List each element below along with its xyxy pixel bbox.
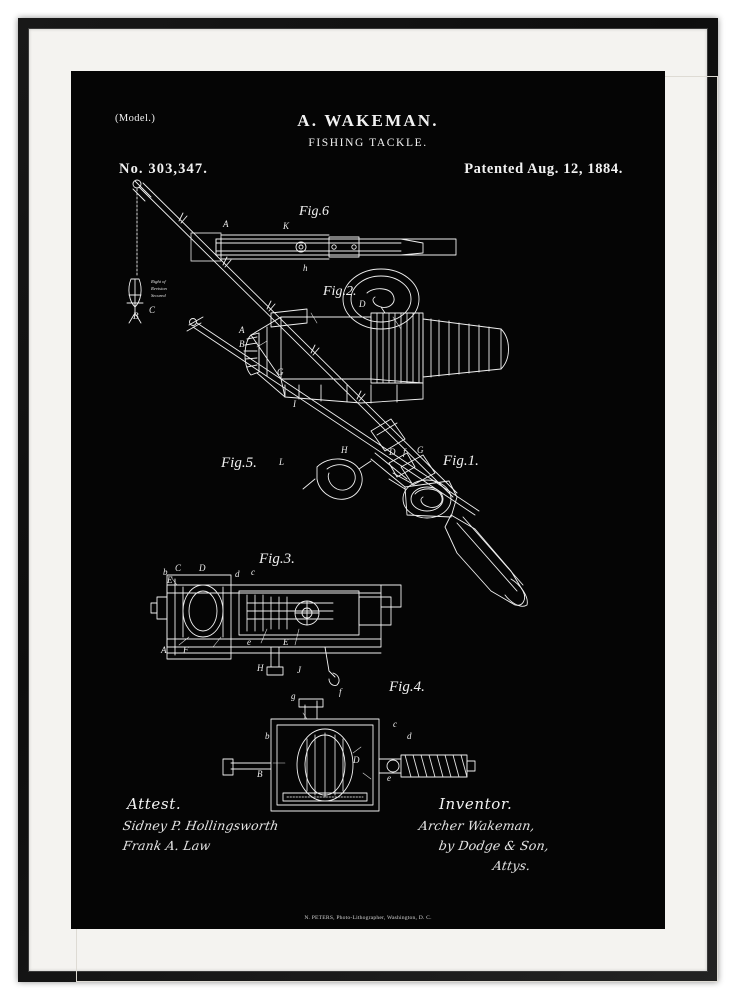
patent-drawing-canvas xyxy=(71,167,665,867)
svg-text:E: E xyxy=(167,575,173,585)
svg-text:L: L xyxy=(279,457,285,467)
svg-text:g: g xyxy=(291,691,296,701)
reference-letters xyxy=(133,219,424,783)
svg-text:I: I xyxy=(293,399,296,409)
attest-signature-1: Sidney P. Hollingsworth xyxy=(121,818,280,833)
figure-5-label: Fig.5. xyxy=(221,455,257,471)
inventor-heading: Inventor. xyxy=(439,795,513,813)
fig1-side-note xyxy=(150,279,168,298)
patent-plate xyxy=(71,71,665,929)
svg-text:B: B xyxy=(239,339,245,349)
svg-text:f: f xyxy=(339,687,342,697)
svg-text:E: E xyxy=(283,637,289,647)
patent-date: Patented Aug. 12, 1884. xyxy=(464,161,623,177)
svg-text:D: D xyxy=(359,299,366,309)
svg-text:A: A xyxy=(223,219,229,229)
figure-2-drawing xyxy=(244,269,509,403)
svg-text:C: C xyxy=(149,305,156,315)
svg-text:C: C xyxy=(175,563,182,573)
attest-signature-2: Frank A. Law xyxy=(121,838,212,853)
figure-3-label: Fig.3. xyxy=(259,551,295,567)
svg-text:b: b xyxy=(163,567,168,577)
svg-text:A: A xyxy=(161,645,167,655)
svg-text:h: h xyxy=(303,263,308,273)
svg-text:d: d xyxy=(235,569,240,579)
model-tag: (Model.) xyxy=(115,113,156,124)
attorney-title: Attys. xyxy=(491,858,532,873)
svg-text:H: H xyxy=(341,445,348,455)
svg-text:f: f xyxy=(403,447,406,457)
attest-block xyxy=(123,795,353,853)
svg-text:c: c xyxy=(251,567,255,577)
figure-6-label: Fig.6 xyxy=(299,204,329,219)
patent-number: No. 303,347. xyxy=(119,161,208,177)
figure-1-label: Fig.1. xyxy=(443,453,479,469)
figure-4-label: Fig.4. xyxy=(389,679,425,695)
figure-6-drawing xyxy=(191,233,456,261)
svg-text:G: G xyxy=(277,367,284,377)
svg-text:K: K xyxy=(283,221,290,231)
svg-text:e: e xyxy=(387,773,391,783)
svg-text:c: c xyxy=(393,719,397,729)
inventor-name-title: A. WAKEMAN. xyxy=(297,111,439,130)
svg-text:Secured: Secured xyxy=(151,293,166,298)
svg-text:B: B xyxy=(133,311,139,321)
svg-text:e: e xyxy=(247,637,251,647)
svg-text:Right of: Right of xyxy=(151,279,166,284)
svg-text:Revision: Revision xyxy=(151,286,167,291)
figure-1-drawing xyxy=(371,453,527,606)
svg-text:D: D xyxy=(389,447,396,457)
svg-text:B: B xyxy=(257,769,263,779)
figure-3-drawing xyxy=(151,575,401,686)
svg-text:F: F xyxy=(183,645,189,655)
svg-text:d: d xyxy=(407,731,412,741)
svg-text:D: D xyxy=(353,755,360,765)
svg-text:J: J xyxy=(297,665,301,675)
svg-text:A: A xyxy=(239,325,245,335)
svg-text:G: G xyxy=(417,445,424,455)
signature-footer xyxy=(105,795,631,915)
figure-2-label: Fig.2. xyxy=(323,284,357,299)
svg-text:b: b xyxy=(265,731,270,741)
inventor-signature: Archer Wakeman, xyxy=(417,818,537,833)
figure-5-drawing xyxy=(127,180,479,515)
svg-text:H: H xyxy=(257,663,264,673)
lithographer-imprint: N. PETERS, Photo-Lithographer, Washington, D. C. xyxy=(304,915,432,921)
svg-text:D: D xyxy=(199,563,206,573)
attorney-signature: by Dodge & Son, xyxy=(437,838,551,853)
inventor-block xyxy=(405,795,625,873)
patent-subject-title: FISHING TACKLE. xyxy=(308,137,428,149)
attest-heading: Attest. xyxy=(127,795,182,813)
